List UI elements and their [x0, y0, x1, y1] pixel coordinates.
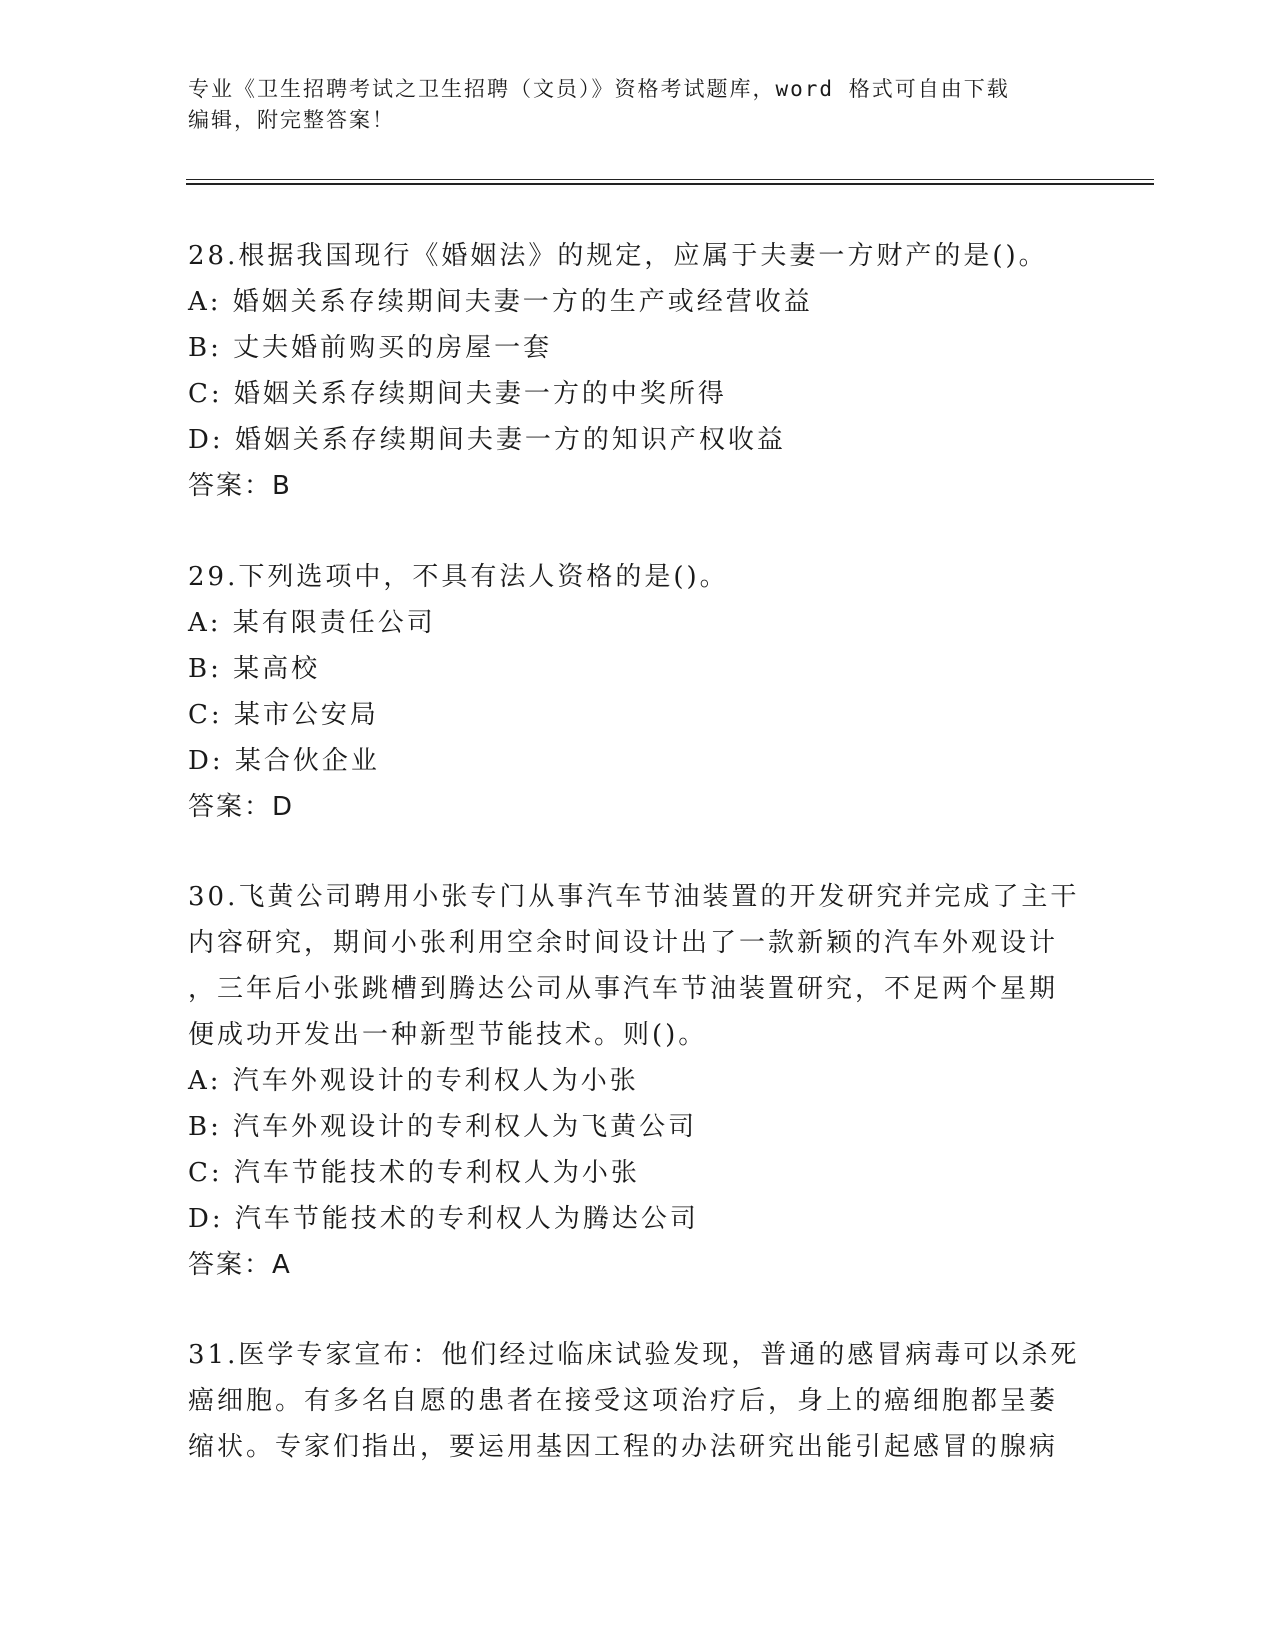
header-divider-thick: [186, 183, 1154, 185]
document-header: [188, 74, 1088, 136]
header-line: 专业《卫生招聘考试之卫生招聘（文员）》资格考试题库，word 格式可自由下载: [188, 77, 1010, 101]
question-text: 内容研究，期间小张利用空余时间设计出了一款新颖的汽车外观设计: [188, 928, 1059, 958]
question-text: ，三年后小张跳槽到腾达公司从事汽车节油装置研究，不足两个星期: [188, 974, 1059, 1004]
option-b: B: 丈夫婚前购买的房屋一套: [188, 333, 553, 363]
answer: 答案：B: [188, 471, 292, 501]
header-divider-thin: [186, 179, 1154, 180]
option-d: D: 某合伙企业: [188, 746, 380, 776]
question-31: [188, 1332, 1088, 1470]
option-c: C: 某市公安局: [188, 700, 379, 730]
option-a: A: 汽车外观设计的专利权人为小张: [188, 1066, 639, 1096]
question-text: 癌细胞。有多名自愿的患者在接受这项治疗后，身上的癌细胞都呈萎: [188, 1386, 1059, 1416]
question-text: 便成功开发出一种新型节能技术。则()。: [188, 1020, 708, 1050]
option-b: B: 某高校: [188, 654, 321, 684]
question-text: 缩状。专家们指出，要运用基因工程的办法研究出能引起感冒的腺病: [188, 1432, 1059, 1462]
question-text: 29.下列选项中，不具有法人资格的是()。: [188, 562, 729, 592]
option-b: B: 汽车外观设计的专利权人为飞黄公司: [188, 1112, 698, 1142]
question-30: [188, 874, 1088, 1288]
answer: 答案：A: [188, 1250, 292, 1280]
question-text: 28.根据我国现行《婚姻法》的规定，应属于夫妻一方财产的是()。: [188, 241, 1048, 271]
question-text: 30.飞黄公司聘用小张专门从事汽车节油装置的开发研究并完成了主干: [188, 882, 1080, 912]
option-c: C: 婚姻关系存续期间夫妻一方的中奖所得: [188, 379, 727, 409]
question-text: 31.医学专家宣布：他们经过临床试验发现，普通的感冒病毒可以杀死: [188, 1340, 1080, 1370]
question-28: [188, 233, 1088, 509]
option-d: D: 汽车节能技术的专利权人为腾达公司: [188, 1204, 699, 1234]
option-d: D: 婚姻关系存续期间夫妻一方的知识产权收益: [188, 425, 786, 455]
answer: 答案：D: [188, 792, 295, 822]
question-29: [188, 554, 1088, 830]
header-line: 编辑，附完整答案！: [188, 108, 395, 132]
option-a: A: 婚姻关系存续期间夫妻一方的生产或经营收益: [188, 287, 813, 317]
option-c: C: 汽车节能技术的专利权人为小张: [188, 1158, 640, 1188]
option-a: A: 某有限责任公司: [188, 608, 436, 638]
